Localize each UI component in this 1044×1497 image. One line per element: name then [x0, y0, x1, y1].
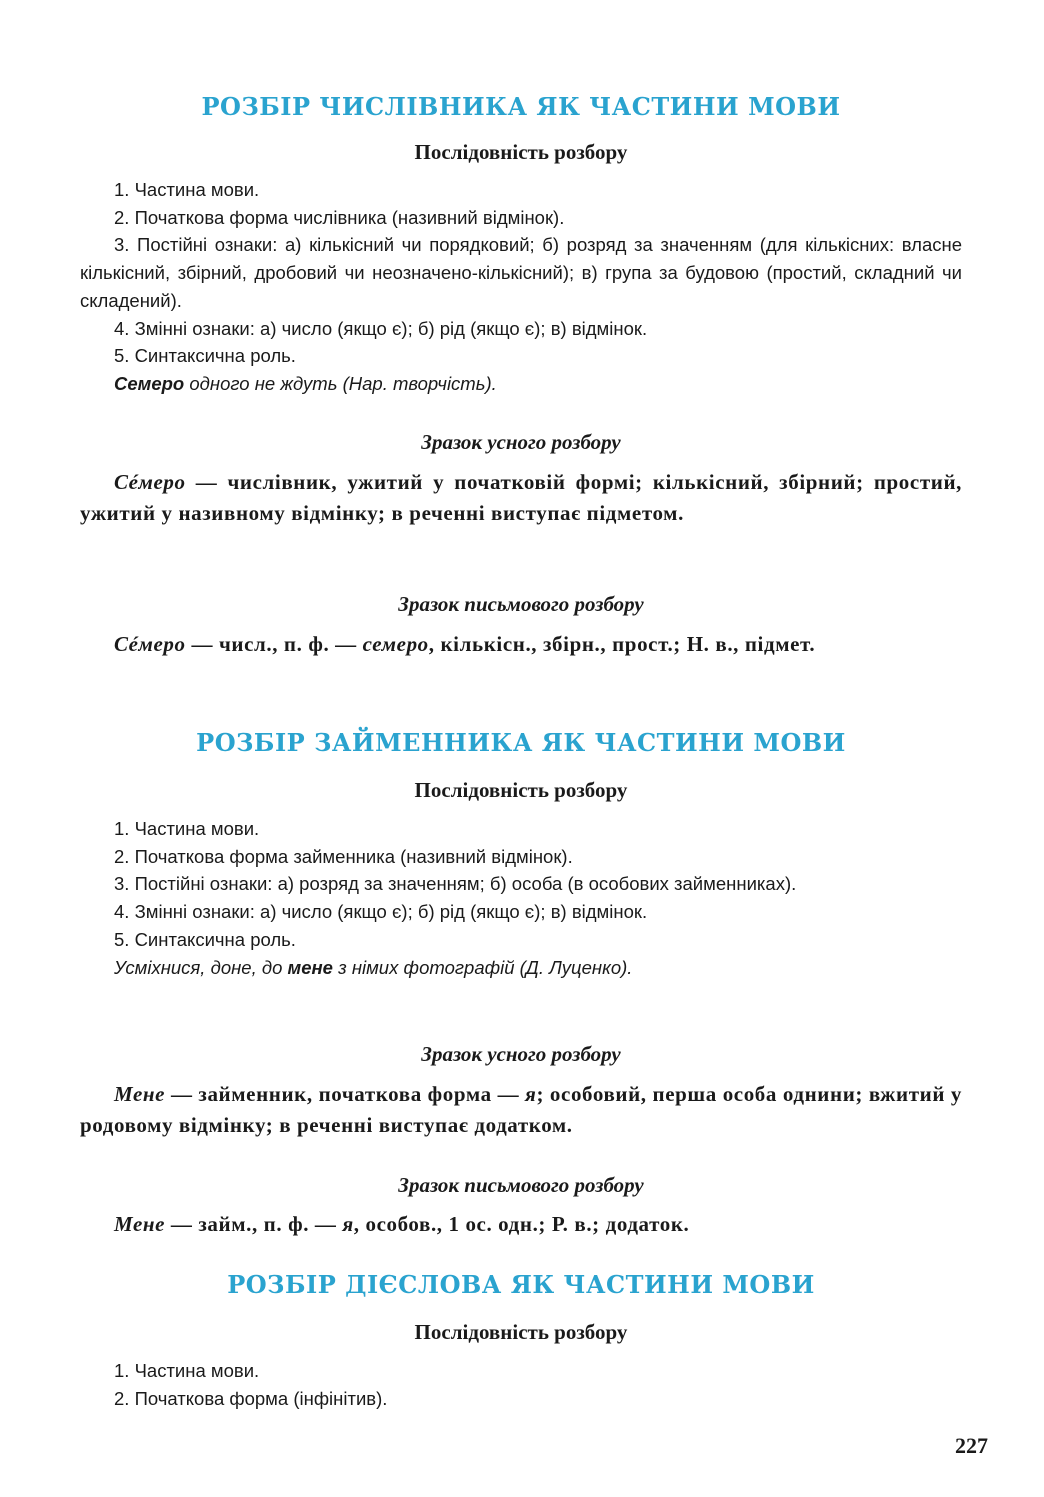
- list-item: 4. Змінні ознаки: а) число (якщо є); б) рід (якщо є); в) відмінок.: [114, 317, 648, 339]
- section-title-verb: РОЗБІР ДІЄСЛОВА ЯК ЧАСТИНИ МОВИ: [227, 1270, 815, 1299]
- textbook-page: [80, 0, 962, 1497]
- example-sentence-numeral: Семеро одного не ждуть (Нар. творчість).: [114, 372, 497, 394]
- list-item: 5. Синтаксична роль.: [114, 928, 296, 950]
- list-item: 2. Початкова форма займенника (називний відмінок).: [114, 845, 573, 867]
- oral-analysis-numeral: Сéмеро — числівник, ужитий у початковій формі; кількісний, збірний; простий, ужитий у називному відмінку; в реченні виступає підметом.: [80, 470, 962, 525]
- list-item: 2. Початкова форма числівника (називний відмінок).: [114, 206, 565, 228]
- section-title-pronoun: РОЗБІР ЗАЙМЕННИКА ЯК ЧАСТИНИ МОВИ: [196, 728, 846, 757]
- list-item: 1. Частина мови.: [114, 179, 260, 200]
- written-analysis-pronoun: Мене — займ., п. ф. — я, особов., 1 ос. одн.; Р. в.; додаток.: [114, 1212, 690, 1236]
- sequence-list-verb: [80, 1357, 962, 1412]
- list-item: 3. Постійні ознаки: а) розряд за значенням; б) особа (в особових займенниках).: [114, 873, 797, 895]
- list-item: 1. Частина мови.: [114, 1360, 260, 1381]
- sequence-list-numeral: [80, 176, 962, 398]
- list-item: 4. Змінні ознаки: а) число (якщо є); б) рід (якщо є); в) відмінок.: [114, 901, 648, 923]
- sequence-heading-verb: Послідовність розбору: [414, 1320, 628, 1344]
- example-highlight: Семеро: [114, 372, 185, 394]
- page-number: 227: [955, 1433, 988, 1458]
- list-item: 1. Частина мови.: [114, 818, 260, 839]
- oral-heading-pronoun: Зразок усного розбору: [421, 1042, 621, 1066]
- list-item: 2. Початкова форма (інфінітив).: [114, 1387, 388, 1409]
- list-item: 3. Постійні ознаки: а) кількісний чи порядковий; б) розряд за значенням (для кількісних: власне кількісний, збірний, дробовий чи неозначено-кількісний); в) група за будовою (простий, складний чи складений).: [80, 234, 962, 311]
- written-analysis-numeral: Сéмеро — числ., п. ф. — семеро, кількісн., збірн., прост.; Н. в., підмет.: [114, 632, 816, 656]
- written-heading-numeral: Зразок письмового розбору: [398, 592, 644, 616]
- list-item: 5. Синтаксична роль.: [114, 345, 296, 367]
- sequence-heading-pronoun: Послідовність розбору: [414, 778, 628, 802]
- example-highlight: мене: [287, 956, 333, 978]
- sequence-heading-numeral: Послідовність розбору: [414, 140, 628, 164]
- sequence-list-pronoun: [80, 815, 962, 981]
- oral-analysis-pronoun: Мене — займенник, початкова форма — я; особовий, перша особа однини; вжитий у родовому відмінку; в реченні виступає додатком.: [80, 1082, 962, 1137]
- example-sentence-pronoun: Усміхнися, доне, до мене з німих фотографій (Д. Луценко).: [114, 956, 633, 978]
- written-heading-pronoun: Зразок письмового розбору: [398, 1173, 644, 1197]
- oral-heading-numeral: Зразок усного розбору: [421, 430, 621, 454]
- section-title-numeral: РОЗБІР ЧИСЛІВНИКА ЯК ЧАСТИНИ МОВИ: [201, 92, 841, 121]
